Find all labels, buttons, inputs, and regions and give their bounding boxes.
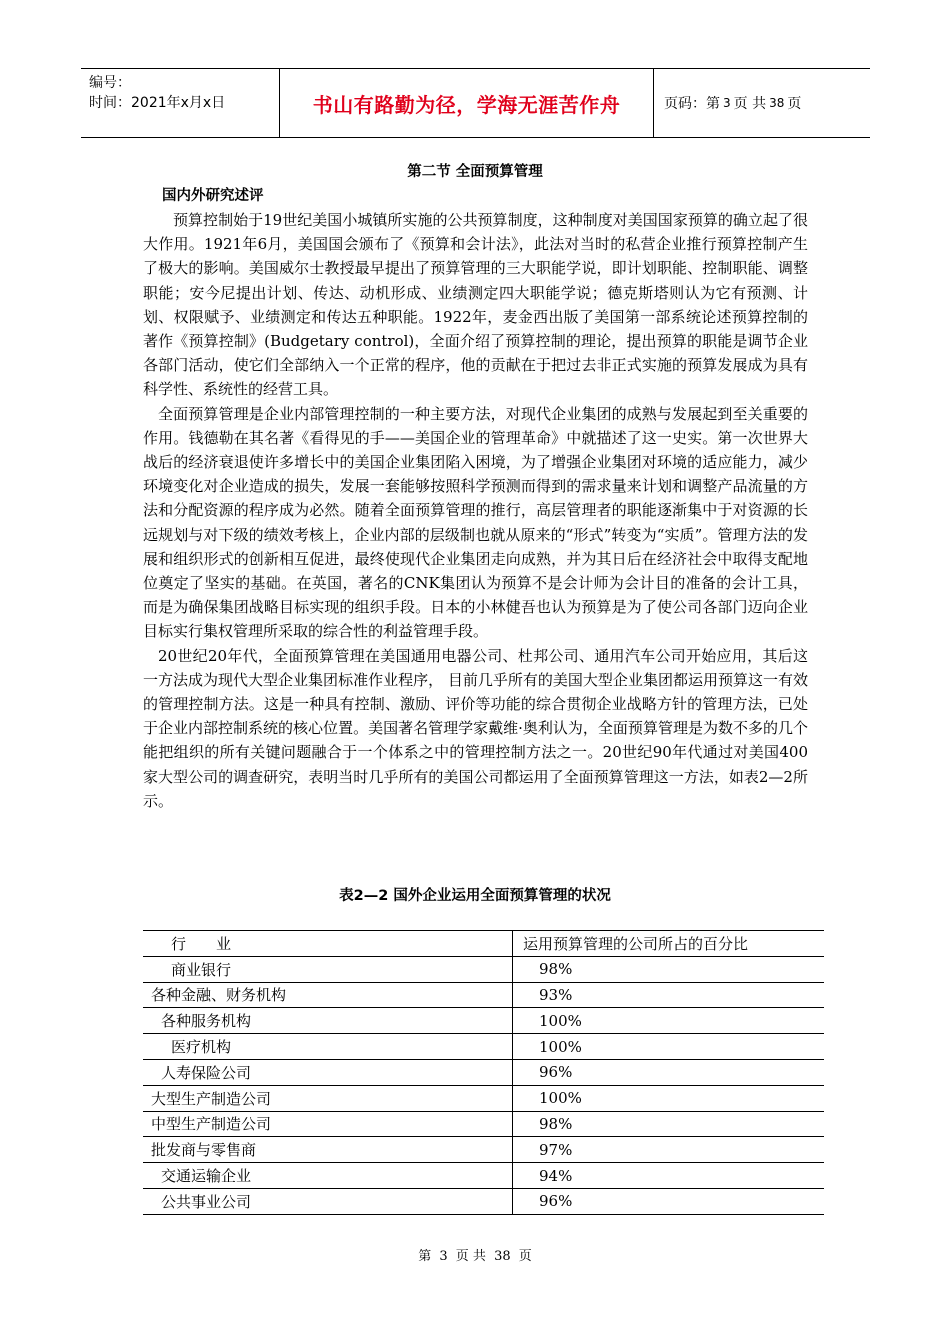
industry-cell: 各种金融、财务机构 [143, 982, 513, 1008]
industry-cell: 人寿保险公司 [143, 1059, 513, 1085]
footer-mid: 页 共 [455, 1249, 486, 1264]
percent-cell: 97% [513, 1137, 825, 1163]
page-current: 3 [723, 96, 731, 110]
percent-cell: 93% [513, 982, 825, 1008]
document-header [81, 68, 870, 138]
percent-cell: 96% [513, 1188, 825, 1214]
footer-prefix: 第 [418, 1249, 432, 1264]
footer-current: 3 [439, 1249, 448, 1264]
industry-cell: 大型生产制造公司 [143, 1085, 513, 1111]
percent-cell: 96% [513, 1059, 825, 1085]
industry-cell: 各种服务机构 [143, 1008, 513, 1034]
table-row [143, 1085, 824, 1111]
percent-cell: 94% [513, 1163, 825, 1189]
subheading: 国内外研究述评 [162, 188, 264, 204]
industry-cell: 商业银行 [143, 956, 513, 982]
table-header-row [143, 931, 824, 957]
page-total: 38 [769, 96, 785, 110]
table-row [143, 1111, 824, 1137]
industry-cell: 批发商与零售商 [143, 1137, 513, 1163]
page-mid: 页 共 [733, 96, 767, 112]
page-suffix: 页 [787, 96, 802, 112]
section-title: 第二节 全面预算管理 [407, 164, 543, 180]
percent-cell: 100% [513, 1085, 825, 1111]
industry-cell: 公共事业公司 [143, 1188, 513, 1214]
header-motto-cell [280, 69, 654, 137]
paragraph: 预算控制始于19世纪美国小城镇所实施的公共预算制度，这种制度对美国国家预算的确立起了很大作用。1921年6月，美国国会颁布了《预算和会计法》，此法对当时的私营企业推行预算控制产生了极大的影响。美国威尔士教授最早提出了预算管理的三大职能学说，即计划职能、控制职能、调整职能；安今尼提出计划、传达、动机形成、业绩测定四大职能学说；德克斯塔则认为它有预测、计划、权限赋予、业绩测定和传达五种职能。1922年，麦金西出版了美国第一部系统论述预算控制的著作《预算控制》(Budgetary control)，全面介绍了预算控制的理论，提出预算的职能是调节企业各部门活动，使它们全部纳入一个正常的程序，他的贡献在于把过去非正式实施的预算发展成为具有科学性、系统性的经营工具。 [143, 211, 808, 399]
table-row [143, 1034, 824, 1060]
header-meta [81, 69, 280, 137]
percent-cell: 98% [513, 956, 825, 982]
table-row [143, 982, 824, 1008]
paragraph: 20世纪20年代，全面预算管理在美国通用电器公司、杜邦公司、通用汽车公司开始应用，其后这一方法成为现代大型企业集团标准作业程序， 目前几乎所有的美国大型企业集团都运用预算这一有效的管理控制方法。这是一种具有控制、激励、评价等功能的综合贯彻企业战略方针的管理方法，已处于企业内部控制系统的核心位置。美国著名管理学家戴维·奥利认为，全面预算管理是为数不多的几个能把组织的所有关键问题融合于一个体系之中的管理控制方法之一。20世纪90年代通过对美国400家大型公司的调查研究，表明当时几乎所有的美国公司都运用了全面预算管理这一方法，如表2—2所示。 [143, 646, 808, 810]
body-text [143, 208, 808, 813]
header-motto: 书山有路勤为径，学海无涯苦作舟 [312, 92, 621, 117]
number-label: 编号： [89, 75, 131, 91]
industry-cell: 医疗机构 [143, 1034, 513, 1060]
date-label: 时间：2021年x月x日 [89, 95, 226, 111]
table-row [143, 1008, 824, 1034]
percent-cell: 100% [513, 1034, 825, 1060]
table-row [143, 1137, 824, 1163]
industry-cell: 中型生产制造公司 [143, 1111, 513, 1137]
table-row [143, 1188, 824, 1214]
page-prefix: 页码：第 [664, 96, 720, 112]
column-header-industry: 行 业 [143, 931, 513, 957]
footer-suffix: 页 [518, 1249, 532, 1264]
paragraph: 全面预算管理是企业内部管理控制的一种主要方法，对现代企业集团的成熟与发展起到至关重要的作用。钱德勒在其名著《看得见的手——美国企业的管理革命》中就描述了这一史实。第一次世界大战后的经济衰退使许多增长中的美国企业集团陷入困境，为了增强企业集团对环境的适应能力，减少环境变化对企业造成的损失，发展一套能够按照科学预测而得到的需求量来计划和调整产品流量的方法和分配资源的程序成为必然。随着全面预算管理的推行，高层管理者的职能逐渐集中于对资源的长远规划与对下级的绩效考核上，企业内部的层级制也就从原来的“形式”转变为“实质”。管理方法的发展和组织形式的创新相互促进，最终使现代企业集团走向成熟，并为其日后在经济社会中取得支配地位奠定了坚实的基础。在英国，著名的CNK集团认为预算不是会计师为会计目的准备的会计工具，而是为确保集团战略目标实现的组织手段。日本的小林健吾也认为预算是为了使公司各部门迈向企业目标实行集权管理所采取的综合性的利益管理手段。 [143, 404, 808, 641]
industry-cell: 交通运输企业 [143, 1163, 513, 1189]
page-footer [0, 1245, 950, 1264]
table-row [143, 956, 824, 982]
header-page-info [654, 69, 870, 137]
table-caption: 表2—2 国外企业运用全面预算管理的状况 [339, 888, 611, 904]
percent-cell: 98% [513, 1111, 825, 1137]
percent-cell: 100% [513, 1008, 825, 1034]
column-header-percent: 运用预算管理的公司所占的百分比 [513, 931, 825, 957]
table-row [143, 1163, 824, 1189]
footer-total: 38 [494, 1249, 511, 1264]
table-row [143, 1059, 824, 1085]
budget-usage-table [143, 930, 824, 1215]
